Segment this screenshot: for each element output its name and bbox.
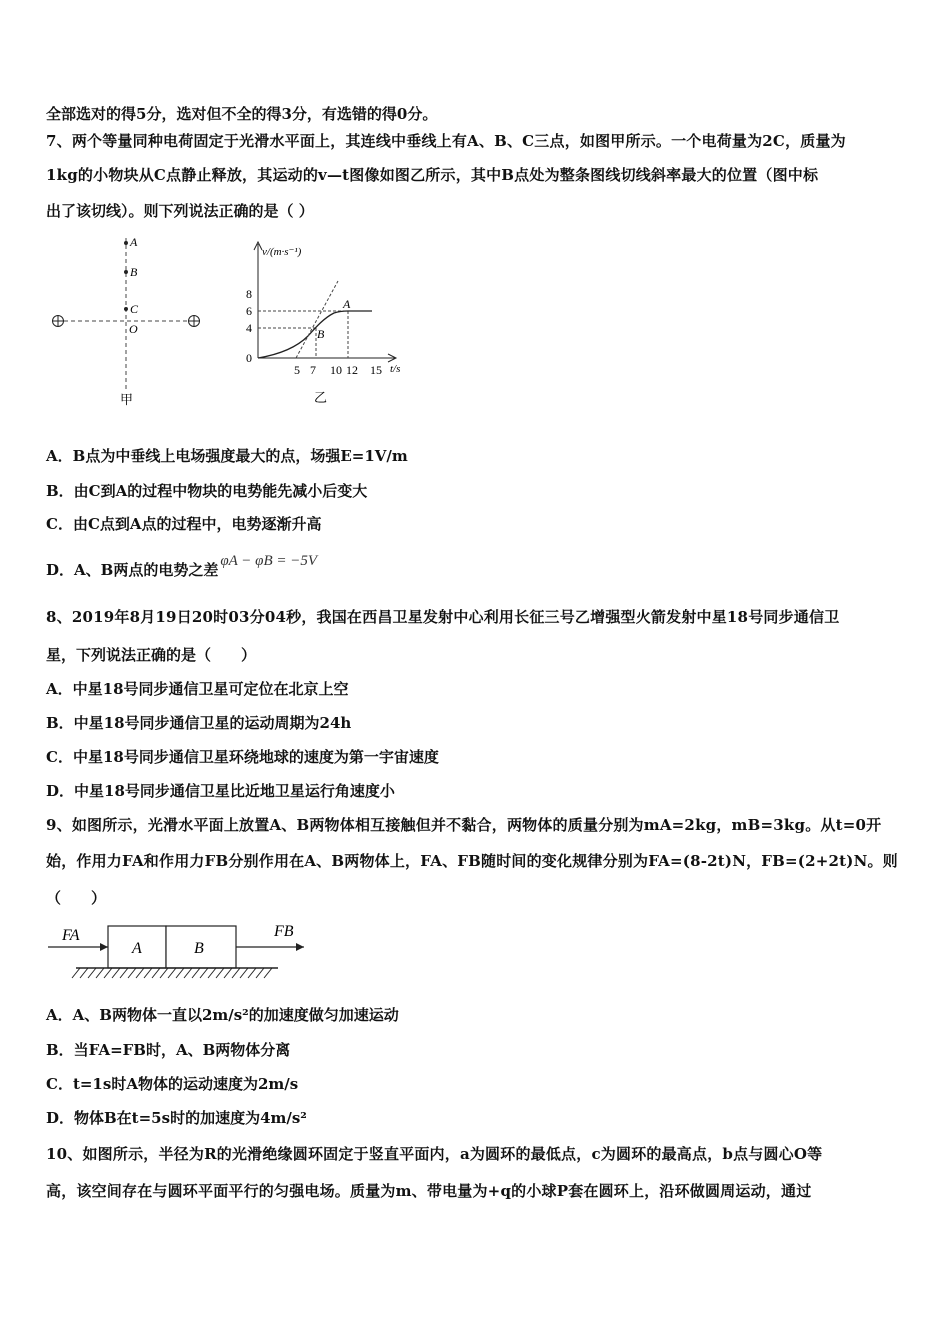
q7-stem-line3: 出了该切线）。则下列说法正确的是（ ） — [46, 202, 314, 220]
right-charge-icon — [189, 316, 200, 327]
graph-label-A: A — [343, 297, 351, 311]
point-A-dot — [124, 241, 128, 245]
x-tick-label: 5 — [294, 363, 300, 377]
y-tick-label: 6 — [246, 304, 252, 318]
q9-stem-line1: 9、如图所示，光滑水平面上放置A、B两物体相互接触但并不黏合，两物体的质量分别为mA=2kg，mB=3kg。从t=0开 — [46, 816, 882, 834]
x-tick-label: 7 — [310, 363, 316, 377]
q10-stem-line2: 高，该空间存在与圆环平面平行的匀强电场。质量为m、带电量为+q的小球P套在圆环上，沿环做圆周运动，通过 — [46, 1182, 812, 1200]
q7-figure-jia — [46, 232, 216, 412]
q8-option-A: A．中星18号同步通信卫星可定位在北京上空 — [46, 680, 349, 698]
block-B-label: B — [194, 940, 204, 957]
q9-option-B: B．当FA=FB时，A、B两物体分离 — [46, 1041, 291, 1059]
q7-option-D-text: D．A、B两点的电势之差 — [46, 561, 219, 579]
label-O: O — [129, 322, 138, 336]
q9-figure-blocks — [46, 912, 316, 988]
q7-option-B: B．由C到A的过程中物块的电势能先减小后变大 — [46, 482, 368, 500]
q9-option-C: C．t=1s时A物体的运动速度为2m/s — [46, 1075, 299, 1093]
ground-hatching — [72, 968, 272, 978]
graph-label-B: B — [317, 327, 325, 341]
label-C: C — [130, 302, 139, 316]
vt-curve — [258, 311, 372, 358]
q8-stem-line1: 8、2019年8月19日20时03分04秒，我国在西昌卫星发射中心利用长征三号乙增强型火箭发射中星18号同步通信卫 — [46, 608, 840, 626]
intro-line: 全部选对的得5分，选对但不全的得3分，有选错的得0分。 — [46, 105, 438, 123]
q9-option-D: D．物体B在t=5s时的加速度为4m/s² — [46, 1109, 307, 1127]
x-tick-label: 12 — [346, 363, 358, 377]
q7-option-D — [46, 553, 318, 581]
left-charge-icon — [53, 316, 64, 327]
q9-stem-line2: 始，作用力FA和作用力FB分别作用在A、B两物体上，FA、FB随时间的变化规律分别为FA=(8-2t)N，FB=(2+2t)N。则 — [46, 852, 898, 870]
y-tick-label: 0 — [246, 351, 252, 365]
q7-option-C: C．由C点到A点的过程中，电势逐渐升高 — [46, 515, 322, 533]
q7-option-D-formula: φA − φB = −5V — [220, 553, 318, 569]
y-tick-label: 4 — [246, 321, 252, 335]
q7-option-A: A．B点为中垂线上电场强度最大的点，场强E=1V/m — [46, 447, 408, 465]
label-FB: FB — [274, 923, 294, 940]
y-tick-label: 8 — [246, 287, 252, 301]
q8-stem-line2: 星，下列说法正确的是（ ） — [46, 646, 257, 664]
label-A: A — [130, 235, 138, 249]
y-axis-label: v/(m·s⁻¹) — [262, 246, 302, 258]
q8-option-B: B．中星18号同步通信卫星的运动周期为24h — [46, 714, 352, 732]
point-B-dot — [124, 270, 128, 274]
point-C-dot — [124, 307, 128, 311]
q10-stem-line1: 10、如图所示，半径为R的光滑绝缘圆环固定于竖直平面内，a为圆环的最低点，c为圆环的最高点，b点与圆心O等 — [46, 1145, 823, 1163]
x-tick-label: 10 — [330, 363, 342, 377]
q7-stem-line2: 1kg的小物块从C点静止释放，其运动的v—t图像如图乙所示，其中B点处为整条图线切线斜率最大的位置（图中标 — [46, 166, 819, 184]
q8-option-D: D．中星18号同步通信卫星比近地卫星运行角速度小 — [46, 782, 395, 800]
q9-option-A: A．A、B两物体一直以2m/s²的加速度做匀加速运动 — [46, 1006, 399, 1024]
tangent-line — [296, 281, 338, 358]
q9-stem-line3: （ ） — [46, 889, 107, 907]
label-B: B — [130, 265, 138, 279]
q7-figure-yi — [232, 236, 412, 412]
caption-jia: 甲 — [120, 392, 134, 407]
block-A-label: A — [132, 940, 142, 957]
label-FA: FA — [62, 927, 80, 944]
caption-yi: 乙 — [314, 390, 328, 405]
q8-option-C: C．中星18号同步通信卫星环绕地球的速度为第一宇宙速度 — [46, 748, 439, 766]
x-axis-label: t/s — [390, 363, 401, 375]
x-tick-label: 15 — [370, 363, 382, 377]
q7-stem-line1: 7、两个等量同种电荷固定于光滑水平面上，其连线中垂线上有A、B、C三点，如图甲所示。一个电荷量为2C，质量为 — [46, 132, 846, 150]
